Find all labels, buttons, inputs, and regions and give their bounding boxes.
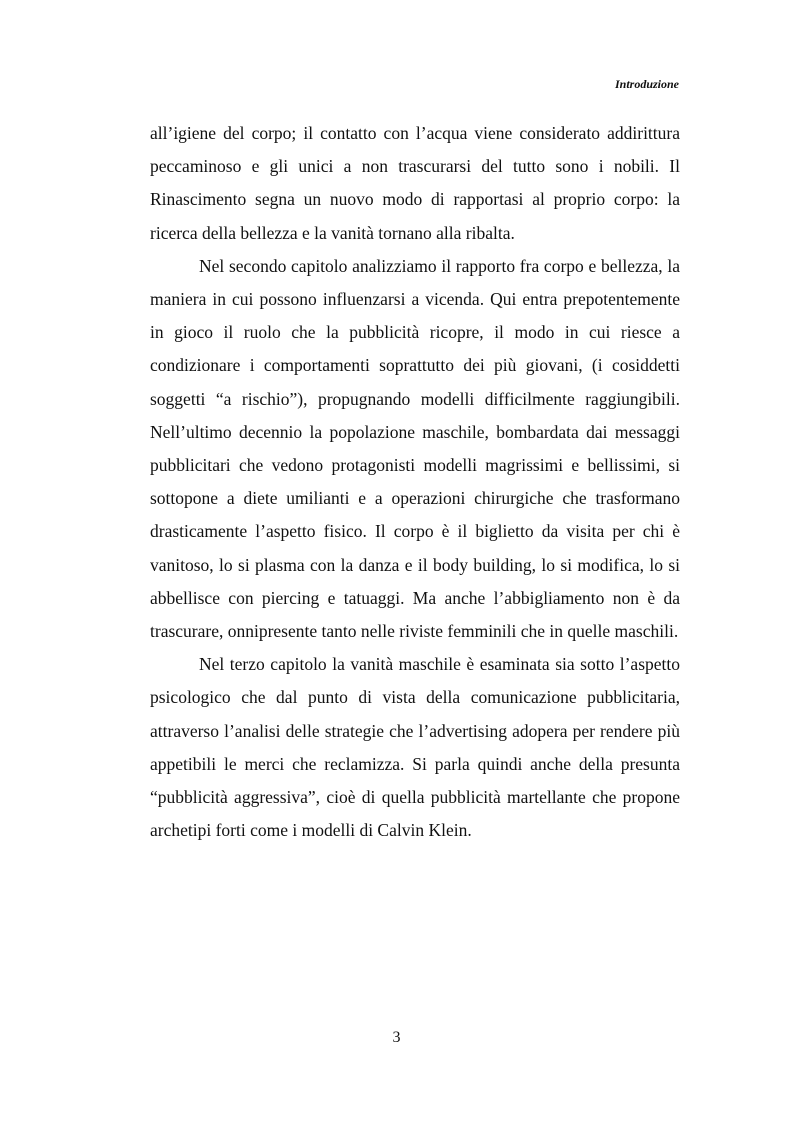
page-number: 3: [392, 1029, 401, 1046]
paragraph-third-chapter: Nel terzo capitolo la vanità maschile è esaminata sia sotto l’aspetto psicologico che dal punto di vista della comunicazione pubblicitaria, attraverso l’analisi delle strategie che l’advertising adopera per rendere più appetibili le merci che reclamizza. Si parla quindi anche della presunta “pubblicità aggressiva”, cioè di quella pubblicità martellante che propone archetipi forti come i modelli di Calvin Klein.: [150, 654, 680, 841]
running-header: Introduzione: [614, 77, 679, 91]
paragraph-second-chapter: Nel secondo capitolo analizziamo il rapporto fra corpo e bellezza, la maniera in cui possono influenzarsi a vicenda. Qui entra prepotentemente in gioco il ruolo che la pubblicità ricopre, il modo in cui riesce a condizionare i comportamenti soprattutto dei più giovani, (i cosiddetti soggetti “a rischio”), propugnando modelli difficilmente raggiungibili. Nell’ultimo decennio la popolazione maschile, bombardata dai messaggi pubblicitari che vedono protagonisti modelli magrissimi e bellissimi, si sottopone a diete umilianti e a operazioni chirurgiche che trasformano drasticamente l’aspetto fisico. Il corpo è il biglietto da visita per chi è vanitoso, lo si plasma con la danza e il body building, lo si modifica, lo si abbellisce con piercing e tatuaggi. Ma anche l’abbigliamento non è da trascurare, onnipresente tanto nelle riviste femminili che in quelle maschili.: [150, 255, 680, 642]
paragraph-continuation: all’igiene del corpo; il contatto con l’acqua viene considerato addirittura peccaminoso e gli unici a non trascurarsi del tutto sono i nobili. Il Rinascimento segna un nuovo modo di rapportasi al proprio corpo: la ricerca della bellezza e la vanità tornano alla ribalta.: [150, 123, 680, 243]
document-body: [150, 117, 680, 847]
